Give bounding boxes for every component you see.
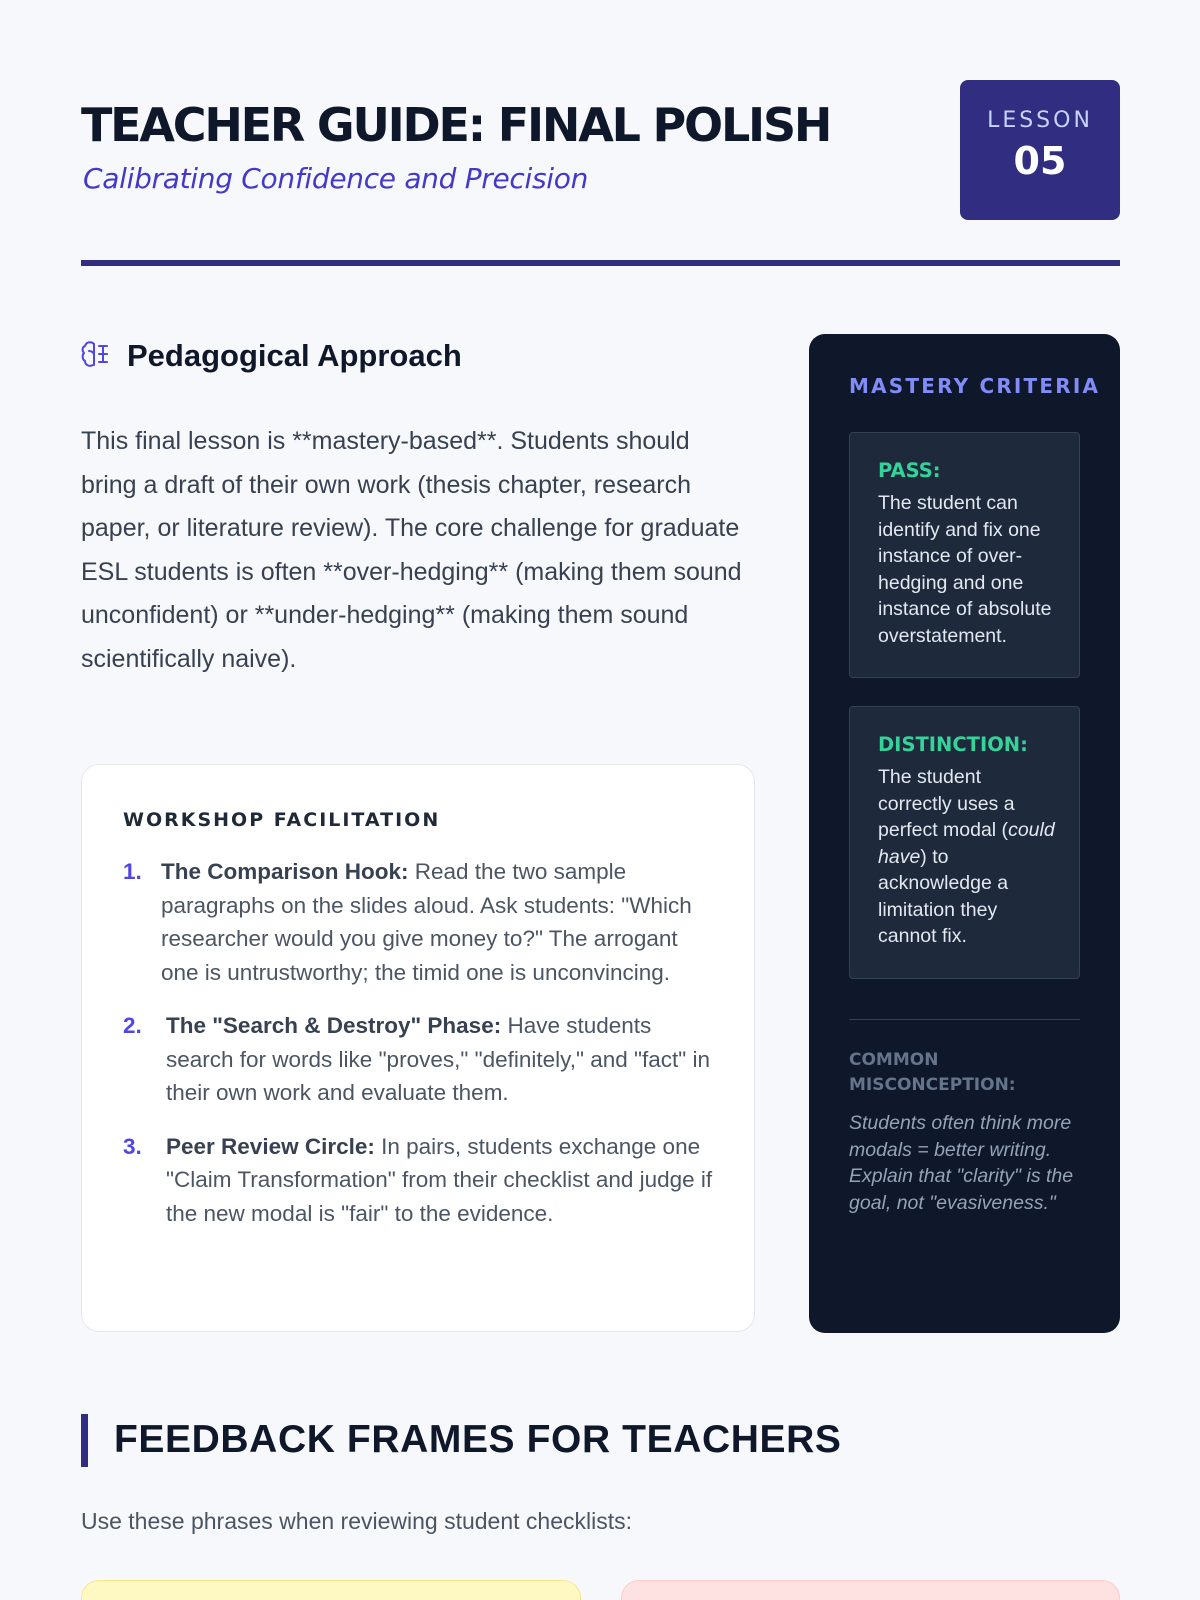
header-divider (81, 260, 1120, 266)
workshop-step (123, 1130, 716, 1231)
step-text: Have students search for words like "proves," "definitely," and "fact" in their own work and evaluate them. (166, 1013, 710, 1105)
approach-body: This final lesson is **mastery-based**. Students should bring a draft of their own work (thesis chapter, research paper, or literature review). The core challenge for graduate ESL students is often **over-hedging** (making them sound unconfident) or **under-hedging** (making them sound scientifically naive). (81, 427, 742, 673)
workshop-card (81, 764, 755, 1332)
workshop-step (123, 855, 716, 989)
workshop-step (123, 1009, 716, 1110)
pass-text: The student can identify and fix one instance of over-hedging and one instance of absolute overstatement. (878, 492, 1052, 647)
step-title: The "Search & Destroy" Phase: (166, 1013, 502, 1038)
distinction-text (878, 764, 1059, 950)
step-number: 3. (123, 1133, 142, 1159)
workshop-heading: WORKSHOP FACILITATION (123, 809, 441, 831)
lesson-number: 05 (1013, 139, 1067, 183)
page-title: TEACHER GUIDE: FINAL POLISH (81, 98, 831, 152)
feedback-card-negative (621, 1580, 1120, 1600)
approach-heading-row (81, 338, 462, 374)
mastery-criteria-panel (809, 334, 1120, 1333)
step-text: In pairs, students exchange one "Claim Transformation" from their checklist and judge if the new modal is "fair" to the evidence. (166, 1133, 713, 1226)
distinction-text-italic: could have (878, 819, 1055, 868)
step-text: Read the two sample paragraphs on the slides aloud. Ask students: "Which researcher would you give money to?" The arrogant one is untrustworthy; the timid one is unconvincing. (161, 859, 692, 985)
lesson-label: LESSON (987, 108, 1093, 133)
distinction-label: DISTINCTION: (878, 733, 1028, 756)
pass-criterion (849, 432, 1080, 678)
misconception-label: COMMON MISCONCEPTION: (849, 1050, 1016, 1095)
approach-heading: Pedagogical Approach (127, 338, 462, 373)
distinction-text-end: ) to acknowledge a limitation they cannot fix. (878, 845, 1009, 947)
feedback-accent-bar (81, 1414, 88, 1467)
step-title: The Comparison Hook: (161, 859, 409, 884)
step-number: 2. (123, 1013, 142, 1038)
step-number: 1. (123, 859, 142, 884)
feedback-intro: Use these phrases when reviewing student checklists: (81, 1508, 633, 1534)
page-header (81, 80, 1120, 220)
brain-icon (81, 338, 111, 374)
feedback-card-positive (81, 1580, 581, 1600)
feedback-heading: FEEDBACK FRAMES FOR TEACHERS (114, 1418, 842, 1461)
criteria-divider (849, 1019, 1080, 1021)
lesson-badge (960, 80, 1120, 220)
distinction-criterion (849, 706, 1080, 979)
misconception-text: Students often think more modals = better writing. Explain that "clarity" is the goal, not "evasiveness." (849, 1112, 1074, 1214)
page-subtitle: Calibrating Confidence and Precision (83, 162, 589, 195)
pass-label: PASS: (878, 459, 941, 482)
step-title: Peer Review Circle: (166, 1133, 375, 1159)
workshop-steps (123, 855, 716, 1230)
distinction-text-start: The student correctly uses a perfect modal ( (878, 766, 1015, 841)
criteria-heading: MASTERY CRITERIA (849, 374, 1101, 398)
